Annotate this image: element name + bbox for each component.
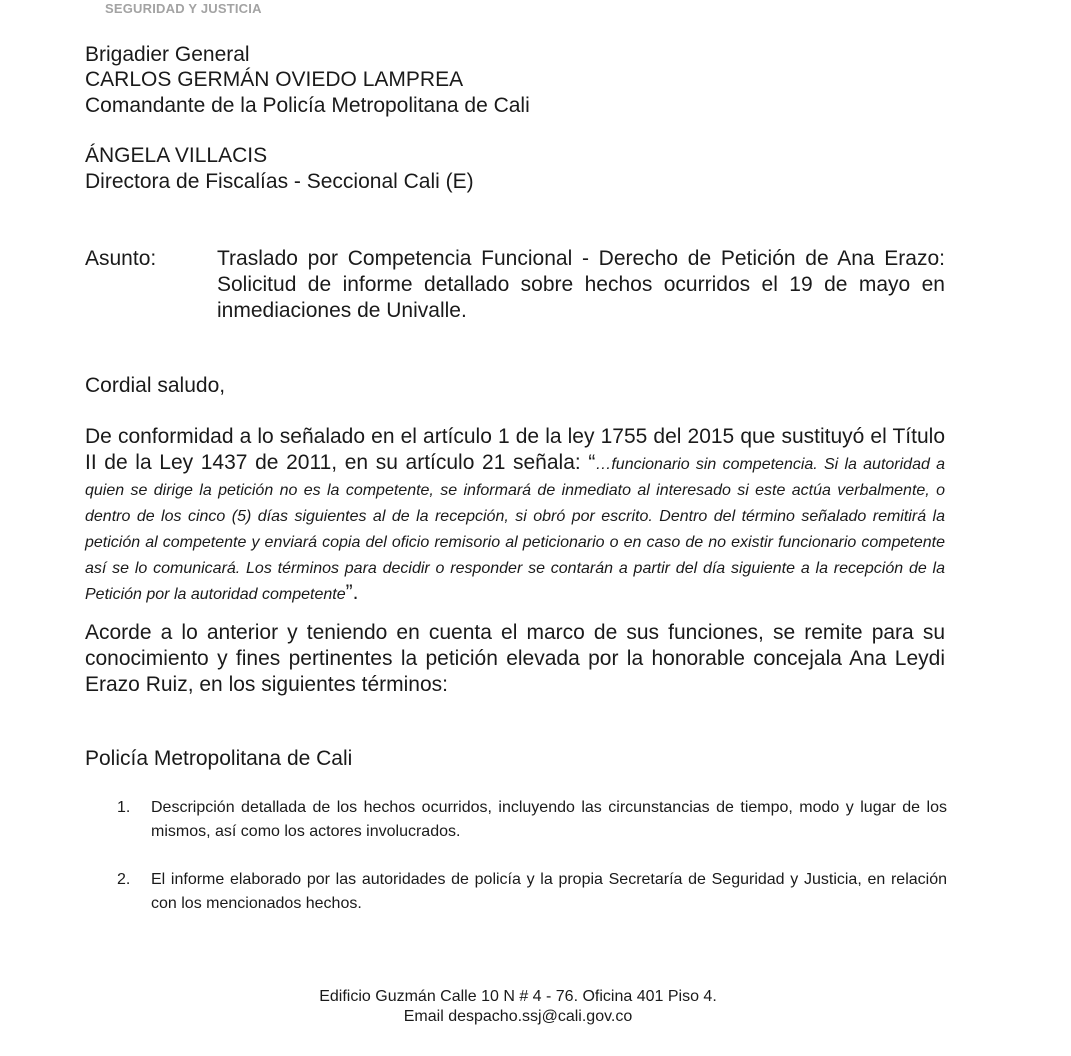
recipient-rank: Brigadier General	[85, 43, 250, 66]
legal-quote: …funcionario sin competencia. Si la autoridad a quien se dirige la petición no es la competente, se informará de inmediato al interesado si este actúa verbalmente, o dentro de los cinco (5) días siguientes al de la recepción, si obró por escrito. Dentro del término señalado remitirá la petición al competente y enviará copia del oficio remisorio al peticionario o en caso de no existir funcionario competente así se lo comunicará. Los términos para decidir o responder se contarán a partir del día siguiente a la recepción de la Petición por la autoridad competente	[85, 456, 945, 603]
list-number: 2.	[117, 871, 131, 888]
list-number: 1.	[117, 799, 131, 816]
subject-label: Asunto:	[85, 247, 157, 270]
section-title: Policía Metropolitana de Cali	[85, 747, 353, 770]
recipient-name: CARLOS GERMÁN OVIEDO LAMPREA	[85, 68, 464, 91]
footer-email: Email despacho.ssj@cali.gov.co	[403, 1008, 633, 1025]
referral-paragraph: Acorde a lo anterior y teniendo en cuenta el marco de sus funciones, se remite para su conocimiento y fines pertinentes la petición elevada por la honorable concejala Ana Leydi Erazo Ruiz, en los siguientes términos:	[85, 621, 945, 696]
recipient-title: Comandante de la Policía Metropolitana de Cali	[85, 94, 530, 117]
second-recipient-name: ÁNGELA VILLACIS	[85, 144, 268, 167]
subject-text: Traslado por Competencia Funcional - Derecho de Petición de Ana Erazo: Solicitud de informe detallado sobre hechos ocurridos el 19 de mayo en inmediaciones de Univalle.	[217, 247, 945, 322]
list-text: Descripción detallada de los hechos ocurridos, incluyendo las circunstancias de tiempo, modo y lugar de los mismos, así como los actores involucrados.	[151, 799, 947, 840]
list-text: El informe elaborado por las autoridades de policía y la propia Secretaría de Seguridad y Justicia, en relación con los mencionados hechos.	[151, 871, 947, 912]
second-recipient-title: Directora de Fiscalías - Seccional Cali (E)	[85, 170, 474, 193]
legal-basis-intro: De conformidad a lo señalado en el artículo 1 de la ley 1755 del 2015 que sustituyó el Título II de la Ley 1437 de 2011, en su artículo 21 señala: “	[85, 425, 945, 474]
letterhead-title: SEGURIDAD Y JUSTICIA	[105, 1, 262, 16]
legal-basis-paragraph	[85, 424, 945, 606]
footer-address: Edificio Guzmán Calle 10 N # 4 - 76. Oficina 401 Piso 4.	[319, 988, 717, 1005]
legal-quote-close: ”.	[345, 581, 359, 604]
greeting: Cordial saludo,	[85, 374, 226, 397]
